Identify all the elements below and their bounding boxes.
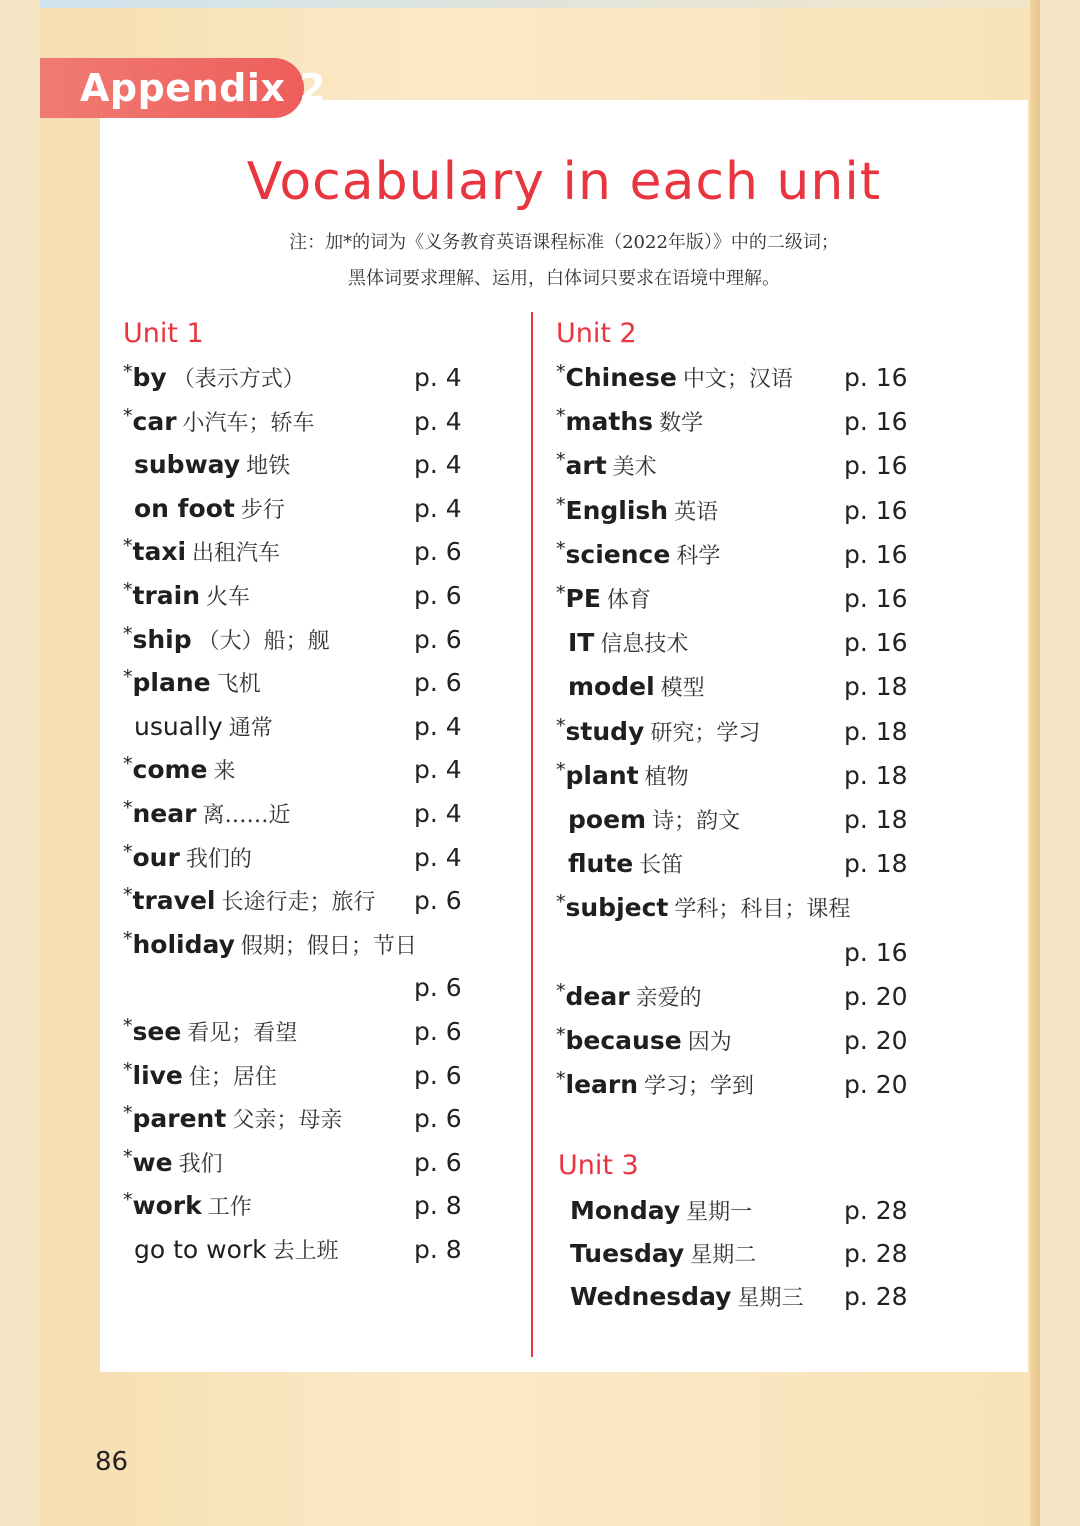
- vocab-entry: [134, 444, 290, 486]
- vocab-meaning: 地铁: [246, 454, 291, 480]
- vocab-meaning: 假期；假日；节日: [240, 933, 417, 959]
- vocab-entry: [123, 880, 376, 922]
- vocab-page-ref: p. 16: [844, 495, 908, 525]
- star-marker: *: [123, 361, 133, 383]
- vocab-entry: [556, 711, 760, 753]
- vocab-word: on foot: [134, 493, 235, 523]
- star-marker: *: [556, 361, 566, 383]
- vocab-entry: [570, 1276, 803, 1318]
- vocab-meaning: 星期一: [686, 1200, 753, 1225]
- vocab-page-ref: p. 4: [414, 755, 462, 785]
- vocab-word: science: [565, 539, 671, 569]
- unit-2-heading: Unit 2: [556, 318, 637, 349]
- unit-3-heading: Unit 3: [558, 1150, 639, 1181]
- note-line-2: 黑体词要求理解、运用，白体词只要求在语境中理解。: [348, 268, 780, 289]
- vocab-meaning: 住；居住: [188, 1064, 277, 1090]
- vocab-page-ref: p. 18: [844, 849, 908, 879]
- vocab-page-ref: p. 28: [844, 1239, 908, 1268]
- vocab-meaning: 我们的: [185, 846, 252, 872]
- vocab-page-ref: p. 6: [414, 668, 462, 698]
- star-marker: *: [123, 1102, 133, 1125]
- vocab-word: study: [565, 716, 645, 746]
- star-marker: *: [123, 535, 133, 558]
- vocab-meaning: 长笛: [639, 853, 684, 879]
- vocab-meaning: 出租汽车: [192, 541, 281, 567]
- star-marker: *: [123, 927, 133, 950]
- vocab-word: art: [565, 451, 607, 481]
- vocab-page-ref: p. 8: [414, 1191, 462, 1221]
- vocab-entry: [568, 622, 688, 664]
- vocab-meaning: 信息技术: [600, 632, 689, 658]
- vocab-meaning: 数学: [659, 411, 704, 437]
- vocab-entry: [123, 793, 290, 835]
- vocab-meaning: 植物: [644, 764, 689, 790]
- vocab-meaning: 步行: [240, 497, 285, 523]
- top-edge-strip: [40, 0, 1040, 8]
- vocab-word: travel: [132, 886, 216, 916]
- vocab-page-ref: p. 16: [844, 451, 908, 481]
- star-marker: *: [123, 579, 133, 601]
- vocab-entry: [123, 924, 417, 966]
- vocab-page-ref: p. 18: [844, 805, 908, 834]
- vocab-page-ref: p. 6: [414, 1104, 462, 1134]
- vocab-meaning: 去上班: [272, 1239, 339, 1264]
- star-marker: *: [556, 758, 566, 781]
- vocab-page-ref: p. 28: [844, 1196, 908, 1225]
- star-marker: *: [556, 979, 566, 1002]
- vocab-word: taxi: [132, 537, 187, 567]
- vocab-word: Wednesday: [570, 1282, 732, 1311]
- star-marker: *: [556, 1024, 566, 1046]
- vocab-meaning: 中文；汉语: [682, 367, 793, 392]
- vocab-entry: [568, 843, 683, 885]
- vocab-meaning: 飞机: [216, 672, 261, 698]
- star-marker: *: [123, 884, 133, 907]
- vocab-entry: [556, 976, 702, 1018]
- vocab-meaning: 亲爱的: [635, 985, 702, 1011]
- vocab-page-ref: p. 16: [844, 407, 908, 437]
- vocab-word: PE: [565, 584, 601, 613]
- vocab-meaning: 星期三: [737, 1286, 804, 1311]
- vocab-meaning: 星期二: [690, 1243, 757, 1268]
- vocab-word: Chinese: [565, 363, 677, 392]
- vocab-page-ref: p. 20: [844, 1070, 908, 1100]
- vocab-entry: [134, 706, 273, 748]
- unit-1-heading: Unit 1: [123, 318, 204, 349]
- star-marker: *: [123, 622, 133, 645]
- vocab-word: subway: [134, 450, 241, 480]
- star-marker: *: [556, 891, 566, 914]
- vocab-meaning: 我们: [178, 1151, 223, 1177]
- vocab-entry: [123, 1142, 223, 1184]
- vocab-page-ref: p. 18: [844, 716, 908, 746]
- vocab-word: subject: [565, 893, 669, 923]
- vocab-entry: [123, 357, 305, 399]
- vocab-word: usually: [134, 711, 223, 741]
- star-marker: *: [123, 666, 133, 689]
- vocab-entry: [556, 1064, 754, 1106]
- vocab-meaning: 来: [213, 759, 236, 785]
- vocab-word: ship: [132, 624, 192, 654]
- vocab-word: by: [132, 363, 167, 392]
- vocab-entry: [123, 401, 315, 443]
- vocab-entry: [556, 534, 720, 576]
- vocab-meaning: 小汽车；轿车: [182, 410, 315, 436]
- vocab-entry: [570, 1233, 756, 1275]
- vocab-entry: [556, 578, 651, 620]
- vocab-page-ref: p. 6: [414, 537, 462, 567]
- vocab-meaning: 体育: [606, 588, 651, 613]
- star-marker: *: [556, 582, 566, 604]
- vocab-word: we: [132, 1147, 173, 1177]
- vocab-meaning: 火车: [206, 585, 251, 610]
- star-marker: *: [123, 1058, 133, 1081]
- vocab-page-ref: p. 4: [414, 711, 462, 741]
- star-marker: *: [123, 1145, 133, 1168]
- vocab-meaning: （大）船；舰: [197, 628, 330, 654]
- vocab-entry: [123, 749, 236, 791]
- vocab-entry: [556, 755, 689, 797]
- vocab-page-ref: p. 6: [414, 624, 462, 654]
- vocab-meaning: 工作: [207, 1195, 252, 1221]
- vocab-page-ref: p. 6: [414, 973, 462, 1003]
- vocab-word: holiday: [132, 929, 235, 959]
- vocab-meaning: 父亲；母亲: [232, 1108, 343, 1134]
- vocab-word: model: [568, 672, 655, 702]
- vocab-page-ref: p. 20: [844, 981, 908, 1011]
- vocab-entry: [123, 837, 252, 879]
- vocab-page-ref: p. 4: [414, 363, 462, 392]
- star-marker: *: [123, 797, 133, 819]
- vocab-word: English: [565, 495, 669, 525]
- vocab-meaning: 长途行走；旅行: [221, 890, 376, 916]
- star-marker: *: [123, 753, 133, 776]
- vocab-meaning: 英语: [674, 499, 719, 525]
- vocab-word: car: [132, 406, 177, 436]
- vocab-word: come: [132, 755, 208, 785]
- vocab-entry: [556, 401, 703, 443]
- vocab-entry: [556, 445, 657, 487]
- vocab-word: go to work: [134, 1235, 267, 1264]
- note-line-1: 注：加*的词为《义务教育英语课程标准（2022年版）》中的二级词；: [289, 232, 839, 253]
- vocab-word: learn: [565, 1070, 639, 1100]
- vocab-page-ref: p. 6: [414, 1060, 462, 1090]
- vocab-meaning: 科学: [676, 543, 721, 569]
- star-marker: *: [123, 840, 133, 863]
- column-divider: [531, 312, 533, 1357]
- vocab-entry: [123, 1055, 277, 1097]
- star-marker: *: [556, 1068, 566, 1091]
- vocab-page-ref: p. 16: [844, 937, 908, 967]
- vocab-page-ref: p. 6: [414, 581, 462, 610]
- vocab-meaning: 因为: [687, 1030, 732, 1055]
- vocab-word: maths: [565, 407, 654, 437]
- vocab-entry: [556, 887, 850, 929]
- vocab-entry: [123, 1011, 297, 1053]
- vocab-word: Monday: [570, 1196, 681, 1225]
- star-marker: *: [556, 493, 566, 516]
- vocab-page-ref: p. 16: [844, 628, 908, 658]
- vocab-entry: [123, 1098, 342, 1140]
- vocab-page-ref: p. 6: [414, 1147, 462, 1177]
- vocab-entry: [568, 666, 705, 708]
- vocab-word: our: [132, 842, 180, 872]
- vocab-word: because: [565, 1026, 682, 1055]
- vocab-page-ref: p. 4: [414, 450, 462, 480]
- vocab-word: dear: [565, 981, 630, 1011]
- star-marker: *: [123, 1015, 133, 1037]
- vocab-entry: [556, 357, 793, 399]
- vocab-page-ref: p. 4: [414, 406, 462, 436]
- star-marker: *: [556, 405, 566, 428]
- vocab-entry: [570, 1190, 752, 1232]
- vocab-word: live: [132, 1060, 183, 1090]
- vocab-page-ref: p. 4: [414, 799, 462, 828]
- vocab-meaning: 模型: [660, 676, 705, 702]
- vocab-page-ref: p. 20: [844, 1026, 908, 1055]
- vocab-page-ref: p. 18: [844, 760, 908, 790]
- vocab-entry: [123, 662, 261, 704]
- vocab-meaning: 诗；韵文: [652, 809, 741, 834]
- vocab-word: flute: [568, 849, 634, 879]
- vocab-word: Tuesday: [570, 1239, 685, 1268]
- vocab-entry: [556, 1020, 732, 1062]
- vocab-page-ref: p. 4: [414, 842, 462, 872]
- vocab-entry: [568, 799, 740, 841]
- vocab-meaning: 美术: [612, 455, 657, 481]
- vocab-meaning: （表示方式）: [172, 367, 305, 392]
- star-marker: *: [556, 449, 566, 472]
- vocab-word: poem: [568, 805, 647, 834]
- page-title: Vocabulary in each unit: [246, 152, 882, 212]
- vocab-word: see: [132, 1017, 182, 1046]
- vocab-page-ref: p. 16: [844, 363, 908, 392]
- appendix-tab-label: Appendix 2: [80, 66, 327, 110]
- vocab-entry: [123, 619, 330, 661]
- vocab-page-ref: p. 16: [844, 584, 908, 613]
- vocab-page-ref: p. 6: [414, 886, 462, 916]
- vocab-page-ref: p. 16: [844, 539, 908, 569]
- vocab-meaning: 研究；学习: [650, 720, 761, 746]
- vocab-meaning: 离……近: [202, 803, 291, 828]
- vocab-meaning: 学习；学到: [644, 1074, 755, 1100]
- vocab-word: plane: [132, 668, 211, 698]
- vocab-page-ref: p. 18: [844, 672, 908, 702]
- vocab-meaning: 通常: [228, 715, 273, 741]
- vocab-entry: [123, 1185, 252, 1227]
- page-number: 86: [95, 1447, 129, 1477]
- star-marker: *: [123, 404, 133, 427]
- vocab-meaning: 学科；科目；课程: [674, 897, 851, 923]
- vocab-entry: [134, 1229, 339, 1271]
- vocab-entry: [556, 490, 718, 532]
- page-edge-shadow: [1030, 0, 1040, 1526]
- vocab-entry: [134, 488, 285, 530]
- vocab-word: parent: [132, 1104, 227, 1134]
- vocab-page-ref: p. 4: [414, 493, 462, 523]
- vocab-entry: [123, 575, 250, 617]
- vocab-meaning: 看见；看望: [187, 1021, 298, 1046]
- vocab-word: IT: [568, 628, 595, 658]
- star-marker: *: [123, 1189, 133, 1212]
- vocab-page-ref: p. 8: [414, 1235, 462, 1264]
- star-marker: *: [556, 714, 566, 737]
- vocab-word: near: [132, 799, 197, 828]
- vocab-page-ref: p. 28: [844, 1282, 908, 1311]
- vocab-word: work: [132, 1191, 202, 1221]
- vocab-word: plant: [565, 760, 639, 790]
- vocab-entry: [123, 531, 280, 573]
- vocab-page-ref: p. 6: [414, 1017, 462, 1046]
- vocab-word: train: [132, 581, 201, 610]
- star-marker: *: [556, 537, 566, 560]
